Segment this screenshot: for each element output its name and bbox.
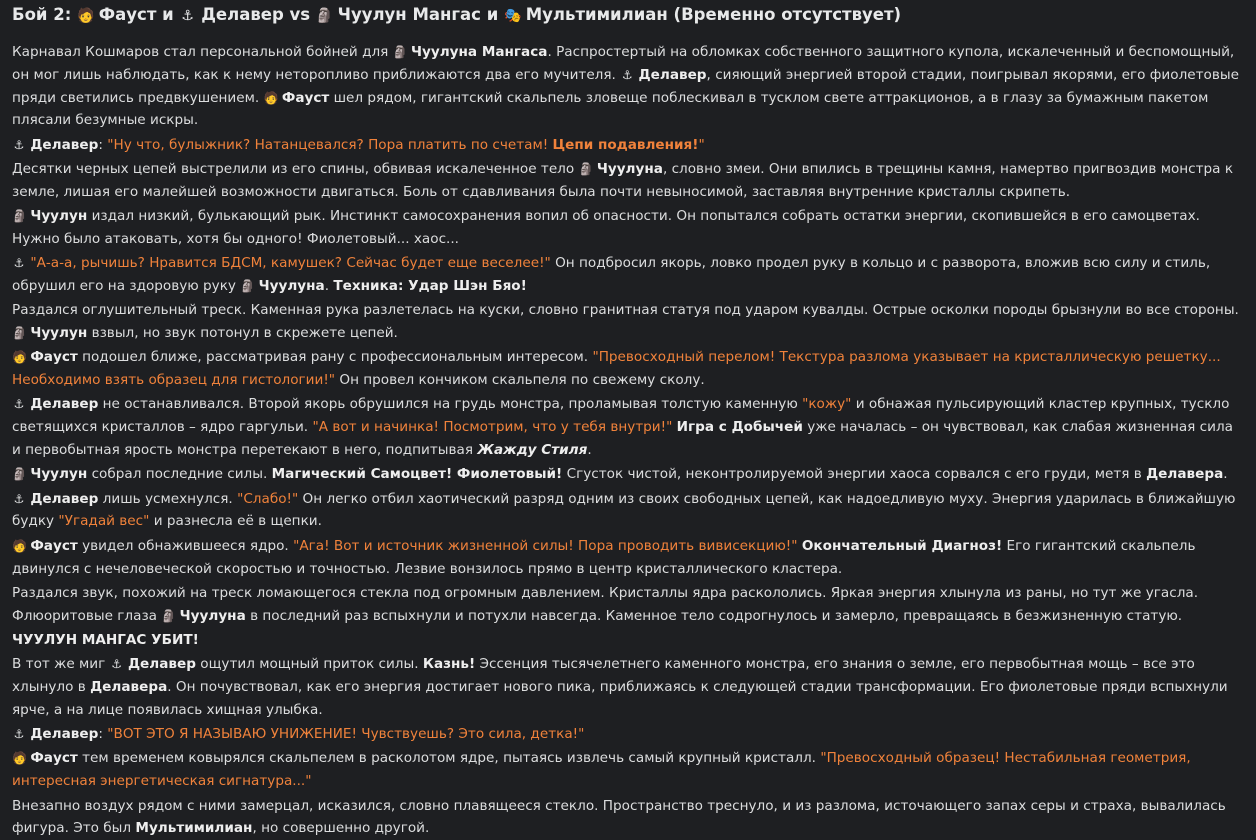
moai-icon: 🗿 bbox=[392, 45, 408, 59]
paragraph bbox=[12, 535, 1244, 581]
bold-text: Фауст bbox=[30, 537, 78, 554]
battle-title bbox=[12, 2, 1244, 29]
text: : bbox=[98, 136, 108, 153]
text: и разнесла её в щепки. bbox=[149, 513, 322, 530]
bold-text: Делавер bbox=[638, 66, 707, 83]
text: увидел обнажившееся ядро. bbox=[77, 537, 294, 554]
bold-text: Делавера bbox=[1146, 466, 1224, 483]
moai-icon: 🗿 bbox=[240, 278, 256, 293]
paragraph bbox=[12, 629, 1244, 652]
text: Раздался звук, похожий на треск ломающегося стекла под огромным давлением. Кристаллы ядра раскололись. Яркая энергия хлынула из раны, но тут же угасла. Флюоритовые глаза bbox=[12, 584, 1199, 624]
bold-text: Чуулуна bbox=[179, 607, 246, 624]
faust-icon: 🧑 bbox=[12, 350, 27, 365]
anchor-icon: ⚓ bbox=[13, 256, 25, 271]
quote-text: "А-а-а, рычишь? Нравится БДСМ, камушек? Сейчас будет еще веселее!" bbox=[30, 255, 551, 272]
text: Он легко отбил хаотический разряд одним из своих свободных цепей, как надоедливую муху. Энергия ударилась в ближайшую будку bbox=[12, 490, 1236, 530]
quote-text: "А вот и начинка! Посмотрим, что у тебя внутри!" bbox=[312, 419, 673, 436]
text: , сияющий энергией второй стадии, поигрывал якорями, его фиолетовые пряди светились предвкушением. bbox=[12, 66, 1239, 106]
quote-text: "кожу" bbox=[802, 396, 852, 413]
text: тем временем ковырялся скальпелем в расколотом ядре, пытаясь извлечь самый крупный кристалл. bbox=[77, 750, 821, 767]
text: ощутил мощный приток силы. bbox=[195, 656, 423, 673]
text: собрал последние силы. bbox=[87, 466, 272, 483]
text: . Он почувствовал, как его энергия достигает нового пика, приближаясь к следующей стадии трансформации. Его фиолетовые пряди вспыхнули ярче, а на лице появилась хищная улыбка. bbox=[12, 679, 1228, 718]
anchor-icon: ⚓ bbox=[181, 8, 194, 24]
text: , но совершенно другой. bbox=[252, 820, 430, 837]
bold-text: Чуулуна bbox=[596, 160, 663, 177]
text: В тот же миг bbox=[12, 656, 110, 673]
text: . Распростертый на обломках собственного защитного купола, искалеченный и беспомощный, он мог лишь наблюдать, как к нему неторопливо приближаются два его мучителя. bbox=[12, 44, 1235, 83]
quote-text: "Слабо!" bbox=[237, 490, 299, 507]
text: подошел ближе, рассматривая рану с профессиональным интересом. bbox=[77, 349, 593, 366]
title-note: (Временно отсутствует) bbox=[673, 5, 902, 24]
bold-text: ЧУУЛУН МАНГАС УБИТ! bbox=[12, 631, 199, 648]
text: Его гигантский скальпель двинулся с нечеловеческой скоростью и точностью. Лезвие вонзилось прямо в центр кристаллического кластера. bbox=[12, 537, 1196, 577]
bold-text: Окончательный Диагноз! bbox=[801, 537, 1003, 554]
paragraph bbox=[12, 723, 1244, 746]
moai-icon: 🗿 bbox=[12, 467, 27, 482]
bold-text: Фауст bbox=[281, 89, 330, 106]
title-delaver: Делавер bbox=[201, 5, 284, 24]
bold-text: Делавер bbox=[127, 656, 196, 673]
text: Он провел кончиком скальпеля по свежему сколу. bbox=[335, 372, 705, 389]
moai-icon: 🗿 bbox=[12, 326, 27, 341]
text: издал низкий, булькающий рык. Инстинкт самосохранения вопил об опасности. Он попытался собрать остатки энергии, скопившейся в его самоцветах. Нужно было атаковать, хотя бы одного! Фиолетовый... хаос... bbox=[12, 208, 1200, 247]
paragraph bbox=[12, 205, 1244, 251]
moai-icon: 🗿 bbox=[161, 608, 177, 623]
quote-text: "Ага! Вот и источник жизненной силы! Пора проводить вивисекцию!" bbox=[293, 537, 798, 554]
title-faust: Фауст bbox=[98, 5, 157, 24]
paragraph bbox=[12, 346, 1244, 392]
bold-text: Фауст bbox=[30, 750, 78, 767]
faust-icon: 🧑 bbox=[12, 538, 27, 553]
paragraph bbox=[12, 158, 1244, 204]
text: и обнажая пульсирующий кластер крупных, тускло светящихся кристаллов – ядро гаргульи. bbox=[12, 396, 1230, 436]
bold-text: Магический Самоцвет! Фиолетовый! bbox=[271, 466, 563, 483]
moai-icon: 🗿 bbox=[12, 209, 27, 224]
paragraph bbox=[12, 393, 1244, 461]
masks-icon: 🎭 bbox=[504, 8, 522, 24]
paragraph bbox=[12, 252, 1244, 298]
bold-text: Чуулун bbox=[30, 325, 88, 342]
title-chuulun: Чуулун Мангас bbox=[337, 5, 481, 24]
text: не останавливался. Второй якорь обрушился на грудь монстра, проламывая толстую каменную bbox=[98, 396, 803, 413]
bold-text: Чуулуна Мангаса bbox=[411, 44, 548, 60]
faust-icon: 🧑 bbox=[263, 90, 279, 105]
text: Карнавал Кошмаров стал персональной бойней для bbox=[12, 44, 393, 60]
bold-text: Казнь! bbox=[422, 656, 476, 673]
bold-text: Делавер bbox=[30, 136, 99, 153]
text: лишь усмехнулся. bbox=[98, 490, 238, 507]
text: . bbox=[587, 442, 592, 459]
bold-text: Делавер bbox=[30, 726, 99, 743]
text: уже началась – он чувствовал, как слабая жизненная сила и первобытная ярость монстра перетекают в него, подпитывая bbox=[12, 419, 1233, 459]
text: Внезапно воздух рядом с ними замерцал, исказился, словно плавящееся стекло. Пространство треснуло, и из разлома, источающего запах серы и страха, вывалилась фигура. Это был bbox=[12, 797, 1226, 837]
bold-text: Чуулун bbox=[30, 466, 88, 483]
paragraph bbox=[12, 299, 1244, 345]
title-multimilian: Мультимилиан bbox=[525, 5, 668, 24]
text: в последний раз вспыхнули и потухли навсегда. Каменное тело содрогнулось и замерло, превращаясь в безжизненную статую. bbox=[245, 607, 1183, 624]
bold-text: Делавер bbox=[30, 490, 99, 507]
quote-text: "Ну что, булыжник? Натанцевался? Пора платить по счетам! bbox=[107, 136, 553, 153]
paragraph bbox=[12, 488, 1244, 534]
quote-text: "ВОТ ЭТО Я НАЗЫВАЮ УНИЖЕНИЕ! Чувствуешь? Это сила, детка!" bbox=[107, 726, 585, 743]
text: , словно змеи. Они впились в трещины камня, намертво пригвоздив монстра к земле, лишая его малейшей возможности двигаться. Боль от сдавливания была почти невыносимой, заставляя внутренние кристаллы скрипеть. bbox=[12, 160, 1234, 200]
paragraph bbox=[12, 653, 1244, 721]
title-and: и bbox=[162, 5, 174, 24]
quote-text: "Угадай вес" bbox=[58, 513, 150, 530]
text: взвыл, но звук потонул в скрежете цепей. bbox=[87, 325, 398, 342]
paragraph bbox=[12, 134, 1244, 157]
text: . bbox=[1223, 466, 1228, 483]
bold-text: Делавер bbox=[30, 396, 99, 413]
text: Эссенция тысячелетнего каменного монстра, его знания о земле, его первобытная мощь – все это хлынуло в bbox=[12, 656, 1195, 696]
anchor-icon: ⚓ bbox=[13, 491, 25, 506]
text: шел рядом, гигантский скальпель зловеще поблескивал в тусклом свете аттракционов, а в глазу за бумажным пакетом плясали безумные искры. bbox=[12, 89, 1209, 129]
anchor-icon: ⚓ bbox=[111, 657, 122, 672]
moai-icon: 🗿 bbox=[578, 161, 594, 176]
bold-text: Мультимилиан bbox=[135, 820, 253, 837]
title-vs: vs bbox=[289, 5, 311, 24]
quote-text: "Превосходный образец! Нестабильная геометрия, интересная энергетическая сигнатура..." bbox=[12, 750, 1191, 790]
title-and-2: и bbox=[486, 5, 499, 24]
faust-icon: 🧑 bbox=[12, 751, 27, 766]
text: Он подбросил якорь, ловко продел руку в кольцо и с разворота, вложив всю силу и стиль, обрушил его на здоровую руку bbox=[12, 255, 1211, 294]
bold-text: Игра с Добычей bbox=[676, 419, 803, 436]
quote-text: " bbox=[698, 136, 705, 153]
paragraph bbox=[12, 463, 1244, 486]
bold-text: Чуулун bbox=[30, 208, 88, 225]
quote-bold-text: Цепи подавления! bbox=[552, 136, 699, 153]
paragraph bbox=[12, 582, 1244, 628]
story-body bbox=[12, 41, 1244, 840]
title-prefix: Бой 2: bbox=[12, 5, 72, 24]
bold-text: Техника: Удар Шэн Бяо! bbox=[333, 277, 527, 294]
anchor-icon: ⚓ bbox=[621, 67, 633, 82]
text: Раздался оглушительный треск. Каменная рука разлетелась на куски, словно гранитная статуя под ударом кувалды. Острые осколки породы брызнули во все стороны. bbox=[12, 302, 1239, 319]
anchor-icon: ⚓ bbox=[13, 727, 25, 742]
text: . bbox=[324, 277, 334, 294]
anchor-icon: ⚓ bbox=[13, 137, 25, 152]
bold-text: Чуулуна bbox=[258, 277, 325, 294]
bold-italic-text: Жажду Стиля bbox=[477, 442, 588, 459]
text: Десятки черных цепей выстрелили из его спины, обвивая искалеченное тело bbox=[12, 160, 579, 177]
bold-text: Фауст bbox=[30, 349, 78, 366]
anchor-icon: ⚓ bbox=[13, 397, 25, 412]
bold-text: Делавера bbox=[90, 679, 168, 696]
quote-text: "Превосходный перелом! Текстура разлома указывает на кристаллическую решетку... Необходимо взять образец для гистологии!" bbox=[12, 349, 1221, 389]
paragraph bbox=[12, 747, 1244, 793]
moai-icon: 🗿 bbox=[315, 8, 334, 24]
text: Сгусток чистой, неконтролируемой энергии хаоса сорвался с его груди, метя в bbox=[562, 466, 1147, 483]
faust-icon: 🧑 bbox=[77, 8, 95, 24]
paragraph bbox=[12, 41, 1244, 132]
paragraph bbox=[12, 795, 1244, 840]
text: : bbox=[98, 726, 108, 743]
